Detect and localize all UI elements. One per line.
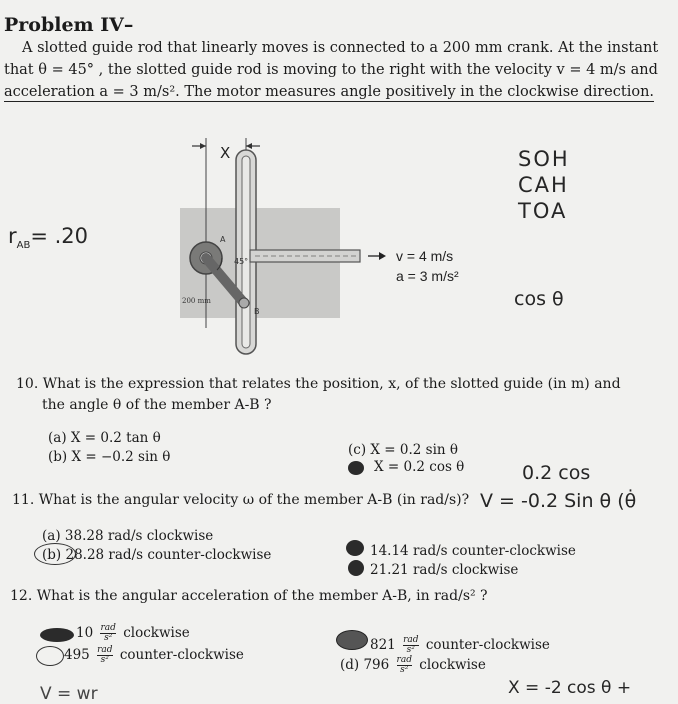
q12-option-d[interactable] [340,656,486,675]
bottom-right-handwriting: X = -2 cos θ + [508,678,632,698]
q12-option-c[interactable] [370,636,550,655]
point-a-label: A [220,235,226,244]
q11-option-a-text: 38.28 rad/s clockwise [64,528,214,544]
q12-b-frac-den: s² [100,655,109,665]
q12-text: 12. What is the angular acceleration of the member A-B, in rad/s² ? [10,588,488,604]
mechanism-figure [160,138,490,372]
q11-option-c-scribble-icon [346,540,364,556]
q12-c-frac-num: rad [403,635,419,645]
q11-option-d-scribble-icon [348,560,364,576]
q12-option-b-direction: counter-clockwise [119,647,244,663]
rab-note [8,224,88,251]
acceleration-label: a = 3 m/s² [396,268,459,284]
problem-line-3: acceleration a = 3 m/s². The motor measures angle positively in the clockwise direction. [4,84,655,100]
problem-line-2: that θ = 45° , the slotted guide rod is moving to the right with the velocity v = 4 m/s and [4,62,658,78]
cah-text: CAH [518,173,569,197]
q12-option-c-value: 821 [370,637,396,653]
crank-length-label: 200 mm [182,297,211,305]
q12-a-frac-num: rad [100,623,116,633]
q12-a-frac-den: s² [104,633,113,643]
q11-handwritten-answer: V = -0.2 Sin θ (θ̇ [480,490,637,512]
q11-option-b[interactable] [42,547,271,563]
q10-option-d[interactable]: X = 0.2 cos θ [374,459,465,475]
q12-option-b-mark-icon [36,646,64,666]
x-dimension-label: X [220,144,231,162]
problem-line-1: A slotted guide rod that linearly moves is connected to a 200 mm crank. At the instant [22,40,659,56]
q12-option-a[interactable] [76,624,190,643]
toa-text: TOA [518,199,568,223]
rab-symbol: r [8,224,17,248]
q10-text-line-1: 10. What is the expression that relates the position, x, of the slotted guide (in m) and [16,376,621,392]
point-b-label: B [254,307,260,316]
q12-option-a-scribble-icon [40,628,74,642]
mechanism-diagram [160,138,490,368]
cos-note: cos θ [514,288,564,310]
q11-option-c[interactable]: 14.14 rad/s counter-clockwise [370,543,576,559]
sohcahtoa-note [518,146,570,224]
bottom-left-handwriting: V = wr [40,684,98,704]
q11-text: 11. What is the angular velocity ω of the member A-B (in rad/s)? [12,492,470,508]
q12-b-frac-num: rad [97,645,113,655]
q10-filled-bubble-icon [348,461,364,475]
q12-option-c-scribble-icon [336,630,368,650]
q11-option-b-label: (b) [42,547,62,563]
q12-option-d-direction: clockwise [419,657,486,673]
q10-handwritten-answer: 0.2 cos [522,462,591,484]
q10-option-a[interactable]: (a) X = 0.2 tan θ [48,430,161,446]
q11-option-d[interactable]: 21.21 rad/s clockwise [370,562,519,578]
rab-subscript: AB [16,240,31,252]
q12-option-d-value: (d) 796 [340,657,390,673]
q12-option-a-value: 10 [76,625,94,641]
problem-title: Problem IV– [4,14,134,36]
q12-option-a-direction: clockwise [123,625,190,641]
q12-d-frac-den: s² [400,665,409,675]
q11-option-b-text: 28.28 rad/s counter-clockwise [65,547,272,563]
rab-value: = .20 [30,224,89,248]
q12-option-b[interactable] [64,646,244,665]
q12-d-frac-num: rad [396,655,412,665]
angle-label: 45° [234,257,249,266]
q12-option-c-direction: counter-clockwise [425,637,550,653]
q10-option-c[interactable]: (c) X = 0.2 sin θ [348,442,459,458]
q12-c-frac-den: s² [406,645,415,655]
q12-option-b-value: 495 [64,647,90,663]
q10-option-b[interactable]: (b) X = −0.2 sin θ [48,449,171,465]
q10-text-line-2: the angle θ of the member A-B ? [42,397,272,413]
velocity-label: v = 4 m/s [396,248,454,264]
q11-option-a-label: (a) [42,528,61,544]
q11-option-a[interactable] [42,528,213,544]
soh-text: SOH [518,147,570,171]
